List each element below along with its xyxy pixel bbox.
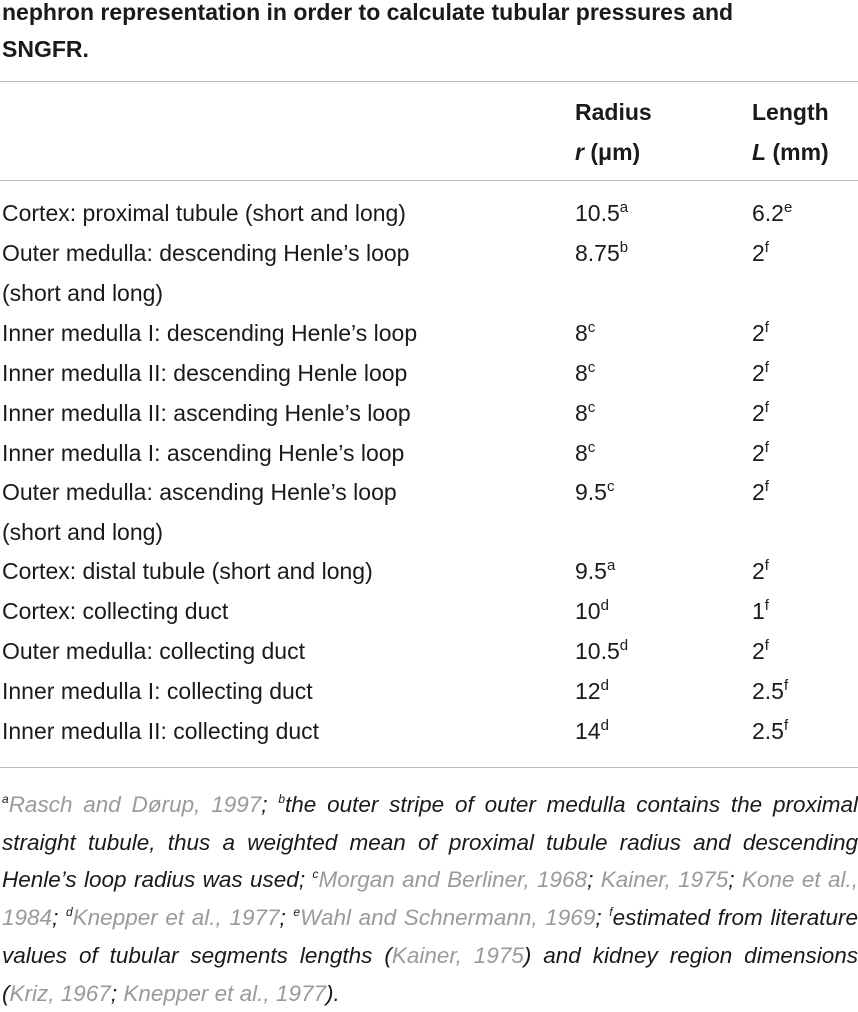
radius-unit: (μm): [590, 139, 641, 165]
radius-value: 10.5: [575, 200, 620, 226]
radius-cell: [575, 353, 595, 393]
radius-header: [575, 92, 652, 172]
footnote-mark-a: a: [2, 792, 9, 806]
radius-cell: [575, 472, 614, 512]
footnote-end: ).: [325, 980, 340, 1006]
radius-value: 10.5: [575, 638, 620, 664]
footnote-separator: ;: [261, 792, 279, 817]
length-header: [752, 92, 829, 172]
ref-link-morgan-1968[interactable]: Morgan and Berliner, 1968: [318, 867, 588, 893]
header-rule: [0, 180, 858, 181]
radius-value: 8: [575, 360, 588, 386]
footnote-separator: ;: [595, 905, 610, 931]
length-value: 2.5: [752, 678, 784, 704]
radius-cell: [575, 313, 595, 353]
segment-cell: Cortex: collecting duct: [2, 598, 229, 624]
segment-cell: Outer medulla: descending Henle’s loop: [2, 240, 410, 266]
radius-value: 12: [575, 678, 601, 704]
length-value: 2: [752, 360, 765, 386]
footnote-f-text: ) and kidney region dimensions (: [2, 942, 858, 1006]
length-footnote-mark: f: [764, 478, 769, 495]
segment-cell-continuation: (short and long): [2, 280, 164, 306]
segment-cell: Outer medulla: ascending Henle’s loop: [2, 479, 397, 505]
length-value: 2: [752, 400, 765, 426]
radius-footnote-mark: d: [600, 597, 609, 614]
footnote-separator: ;: [587, 867, 601, 893]
radius-footnote-mark: a: [606, 557, 616, 574]
length-footnote-mark: f: [764, 439, 769, 456]
radius-footnote-mark: c: [587, 439, 596, 456]
footnote-separator: ;: [52, 905, 66, 931]
length-value: 2: [752, 638, 765, 664]
length-footnote-mark: f: [764, 319, 769, 336]
radius-cell: [575, 711, 609, 751]
length-footnote-mark: f: [783, 677, 789, 694]
length-footnote-mark: f: [764, 359, 769, 376]
length-footnote-mark: f: [764, 597, 769, 614]
footnote-separator: ;: [110, 980, 124, 1006]
length-cell: [752, 711, 788, 751]
length-header-unit-line: [752, 132, 829, 172]
length-footnote-mark: f: [764, 399, 769, 416]
length-value: 2.5: [752, 718, 784, 744]
radius-cell: [575, 671, 609, 711]
radius-cell: [575, 631, 628, 671]
radius-footnote-mark: c: [587, 399, 596, 416]
footnote-mark-b: b: [278, 792, 285, 806]
radius-cell: [575, 233, 628, 273]
radius-footnote-mark: d: [600, 677, 609, 694]
bottom-rule: [0, 767, 858, 768]
ref-link-wahl-1969[interactable]: Wahl and Schnermann, 1969: [300, 905, 596, 931]
radius-footnote-mark: c: [587, 359, 596, 376]
length-footnote-mark: f: [764, 557, 769, 574]
radius-cell: [575, 551, 615, 591]
table-caption: [2, 0, 852, 68]
segment-cell: Outer medulla: collecting duct: [2, 638, 305, 664]
length-footnote-mark: f: [764, 637, 769, 654]
ref-link-rasch-1997[interactable]: Rasch and Dørup, 1997: [8, 792, 262, 817]
radius-cell: [575, 433, 595, 473]
radius-value: 8: [575, 320, 588, 346]
length-cell: [752, 233, 769, 273]
caption-line-2: SNGFR.: [2, 36, 89, 62]
length-footnote-mark: e: [783, 199, 793, 216]
radius-cell: [575, 393, 595, 433]
segment-cell-continuation: (short and long): [2, 519, 164, 545]
radius-footnote-mark: c: [606, 478, 615, 495]
segment-cell: Inner medulla II: ascending Henle’s loop: [2, 400, 411, 426]
ref-link-kainer-1975[interactable]: Kainer, 1975: [600, 867, 729, 893]
length-value: 2: [752, 320, 765, 346]
radius-value: 9.5: [575, 479, 607, 505]
footnote-mark-d: d: [65, 905, 73, 920]
ref-link-kriz-1967[interactable]: Kriz, 1967: [9, 980, 111, 1006]
ref-link-knepper-1977[interactable]: Knepper et al., 1977: [72, 905, 280, 931]
segment-cell: Inner medulla II: descending Henle loop: [2, 360, 408, 386]
length-symbol: L: [752, 139, 767, 165]
radius-header-unit-line: [575, 132, 652, 172]
segment-cell: Cortex: distal tubule (short and long): [2, 558, 373, 584]
segment-cell: Inner medulla I: collecting duct: [2, 678, 313, 704]
length-cell: [752, 313, 769, 353]
length-header-label: Length: [752, 99, 829, 125]
length-cell: [752, 393, 769, 433]
length-cell: [752, 551, 769, 591]
length-cell: [752, 353, 769, 393]
radius-footnote-mark: c: [587, 319, 596, 336]
radius-footnote-mark: b: [619, 239, 629, 256]
ref-link-knepper-1977[interactable]: Knepper et al., 1977: [123, 980, 326, 1006]
length-value: 2: [752, 240, 765, 266]
radius-value: 8: [575, 440, 588, 466]
radius-value: 10: [575, 598, 601, 624]
length-value: 1: [752, 598, 765, 624]
radius-value: 9.5: [575, 558, 607, 584]
length-footnote-mark: f: [783, 717, 789, 734]
footnote-b-text: the outer stripe of outer medulla contains the proximal straight tubule, thus a weighted mean of proximal tubule radius and descending Henle’s loop radius was used;: [2, 792, 858, 893]
radius-symbol: r: [575, 139, 584, 165]
caption-line-1: nephron representation in order to calculate tubular pressures and: [2, 0, 734, 25]
length-value: 2: [752, 440, 765, 466]
length-cell: [752, 193, 792, 233]
segment-cell: Inner medulla I: descending Henle’s loop: [2, 320, 418, 346]
segment-cell: Inner medulla I: ascending Henle’s loop: [2, 440, 405, 466]
length-cell: [752, 591, 769, 631]
ref-link-kainer-1975[interactable]: Kainer, 1975: [391, 942, 524, 968]
ref-link-kone-1984[interactable]: Kone et al., 1984: [2, 867, 858, 931]
footnote-separator: ;: [728, 867, 742, 893]
length-value: 6.2: [752, 200, 784, 226]
table-footnotes: [2, 786, 858, 1012]
radius-value: 8.75: [575, 240, 620, 266]
segment-cell: Inner medulla II: collecting duct: [2, 718, 320, 744]
radius-footnote-mark: d: [619, 637, 629, 654]
segment-cell: Cortex: proximal tubule (short and long): [2, 200, 406, 226]
footnote-mark-c: c: [312, 867, 319, 882]
length-cell: [752, 631, 769, 671]
radius-cell: [575, 193, 628, 233]
radius-value: 14: [575, 718, 601, 744]
top-rule: [0, 81, 858, 82]
length-footnote-mark: f: [764, 239, 769, 256]
footnote-separator: ;: [279, 905, 294, 931]
length-cell: [752, 433, 769, 473]
length-cell: [752, 671, 788, 711]
radius-footnote-mark: d: [600, 717, 609, 734]
footnote-f-text: estimated from literature values of tubular segments lengths (: [2, 905, 858, 968]
length-value: 2: [752, 558, 765, 584]
radius-cell: [575, 591, 609, 631]
radius-value: 8: [575, 400, 588, 426]
footnote-mark-e: e: [293, 905, 301, 920]
length-unit: (mm): [772, 139, 829, 165]
length-value: 2: [752, 479, 765, 505]
length-cell: [752, 472, 769, 512]
radius-footnote-mark: a: [619, 199, 629, 216]
radius-header-label: Radius: [575, 99, 652, 125]
footnote-mark-f: f: [609, 905, 613, 920]
